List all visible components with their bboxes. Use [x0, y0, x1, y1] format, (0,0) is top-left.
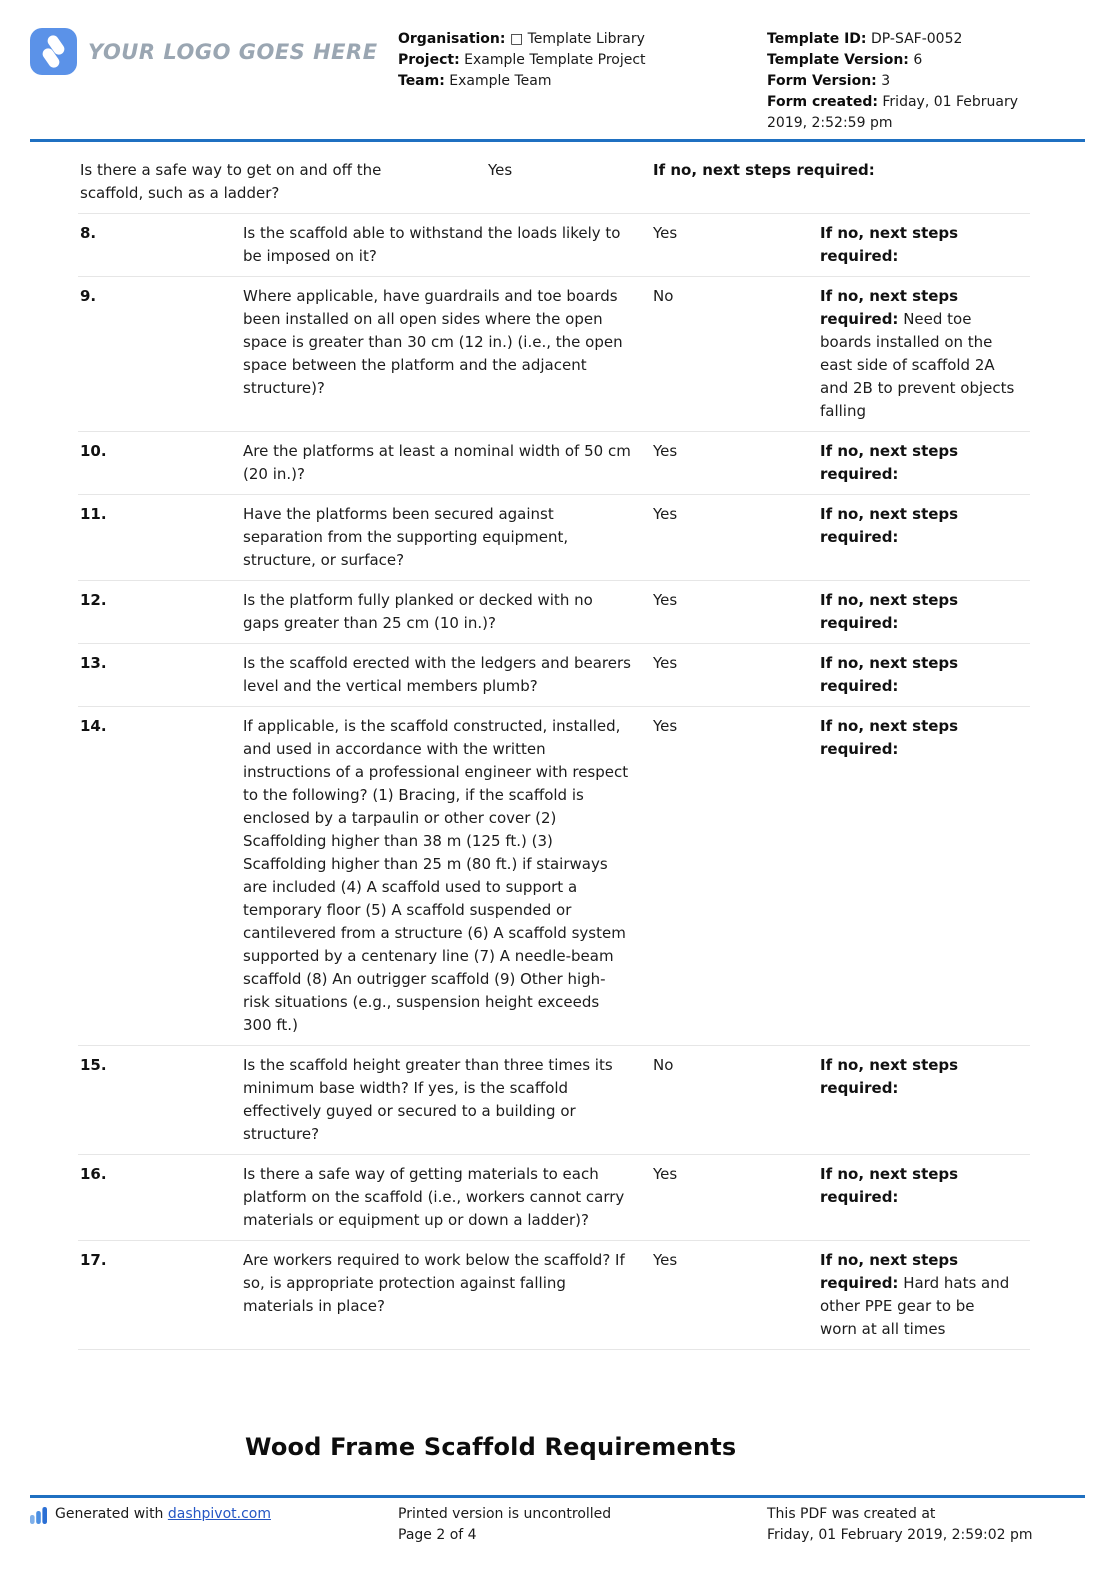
next-steps-label: If no, next steps required: [653, 161, 875, 179]
question-text: Is the platform fully planked or decked with no gaps greater than 25 cm (10 in.)? [243, 591, 593, 632]
next-steps-label: If no, next steps required: [820, 442, 959, 483]
template-version-line [767, 50, 1059, 71]
form-created-line [767, 92, 1059, 134]
template-version-label: Template Version: [767, 52, 909, 68]
template-version-value: 6 [913, 52, 923, 68]
next-steps-note: Hard hats and other PPE gear to be worn at all times [820, 1274, 1010, 1338]
form-version-line [767, 71, 1059, 92]
footer-generated [30, 1504, 271, 1525]
answer-value: Yes [488, 161, 513, 179]
row-number: 8. [80, 224, 97, 242]
footer-divider [30, 1495, 1085, 1498]
next-steps-cell [820, 715, 1030, 1037]
row-number: 12. [80, 591, 107, 609]
organisation-value: □ Template Library [509, 31, 645, 47]
template-id-line [767, 29, 1059, 50]
table-row [78, 214, 1030, 277]
answer-value: Yes [653, 442, 678, 460]
template-id-value: DP-SAF-0052 [870, 31, 963, 47]
organisation-label: Organisation: [398, 31, 506, 47]
checklist-table [78, 142, 1030, 1350]
answer-value: Yes [653, 1251, 678, 1269]
logo [30, 28, 378, 75]
row-number: 10. [80, 442, 107, 460]
next-steps-cell [653, 159, 1030, 205]
row-number: 9. [80, 287, 97, 305]
question-text: Is there a safe way to get on and off the scaffold, such as a ladder? [80, 161, 382, 202]
table-row [78, 1155, 1030, 1241]
printed-line2: Page 2 of 4 [398, 1527, 477, 1543]
next-steps-label: If no, next steps required: [820, 591, 959, 632]
next-steps-cell [820, 285, 1030, 423]
question-text: Where applicable, have guardrails and toe boards been installed on all open sides where the open space is greater than 30 cm (12 in.) (i.e., the open space between the platform and the adjacent structure)? [243, 287, 623, 397]
organisation-line [398, 29, 738, 50]
team-line [398, 71, 738, 92]
next-steps-note: Need toe boards installed on the east side of scaffold 2A and 2B to prevent objects falling [820, 310, 1015, 420]
table-row [78, 581, 1030, 644]
team-label: Team: [398, 73, 445, 89]
question-text: If applicable, is the scaffold constructed, installed, and used in accordance with the written instructions of a professional engineer with respect to the following? (1) Bracing, if the scaffold is enclosed by a tarpaulin or other cover (2) Scaffolding higher than 38 m (125 ft.) (3) Scaffolding higher than 25 m (80 ft.) if stairways are included (4) A scaffold used to support a temporary floor (5) A scaffold suspended or cantilevered from a structure (6) A scaffold system supported by a centenary line (7) A needle-beam scaffold (8) An outrigger scaffold (9) Other high-risk situations (e.g., suspension height exceeds 300 ft.) [243, 717, 629, 1034]
footer-printed [398, 1504, 611, 1546]
answer-value: Yes [653, 1165, 678, 1183]
next-steps-label: If no, next steps required: [820, 287, 959, 328]
question-text: Is the scaffold erected with the ledgers and bearers level and the vertical members plumb? [243, 654, 631, 695]
next-steps-label: If no, next steps required: [820, 224, 959, 265]
row-number: 16. [80, 1165, 107, 1183]
table-row [78, 277, 1030, 432]
template-id-label: Template ID: [767, 31, 867, 47]
team-value: Example Team [449, 73, 552, 89]
next-steps-label: If no, next steps required: [820, 505, 959, 546]
next-steps-label: If no, next steps required: [820, 654, 959, 695]
table-row [78, 432, 1030, 495]
header-org-block [398, 29, 738, 92]
generated-text [55, 1504, 271, 1525]
question-text: Is there a safe way of getting materials to each platform on the scaffold (i.e., workers cannot carry materials or equipment up or down a ladder)? [243, 1165, 625, 1229]
next-steps-cell [820, 589, 1030, 635]
created-line1: This PDF was created at [767, 1506, 936, 1522]
bar-chart-icon [30, 1507, 48, 1525]
next-steps-cell [820, 440, 1030, 486]
printed-line1: Printed version is uncontrolled [398, 1506, 612, 1522]
dashpivot-link[interactable]: dashpivot.com [167, 1506, 271, 1522]
answer-value: No [653, 287, 674, 305]
section-title: Wood Frame Scaffold Requirements [245, 1433, 737, 1461]
row-number: 11. [80, 505, 107, 523]
next-steps-cell [820, 1054, 1030, 1146]
next-steps-cell [820, 1249, 1030, 1341]
footer-created [767, 1504, 1033, 1546]
row-number: 14. [80, 717, 107, 735]
answer-value: Yes [653, 654, 678, 672]
table-row [78, 1046, 1030, 1155]
company-logo-icon [30, 28, 77, 75]
logo-s-glyph [30, 28, 77, 75]
next-steps-cell [820, 503, 1030, 572]
row-number: 17. [80, 1251, 107, 1269]
form-version-label: Form Version: [767, 73, 877, 89]
next-steps-cell [820, 652, 1030, 698]
question-text: Are the platforms at least a nominal width of 50 cm (20 in.)? [243, 442, 631, 483]
answer-value: Yes [653, 717, 678, 735]
project-value: Example Template Project [464, 52, 646, 68]
project-line [398, 50, 738, 71]
next-steps-label: If no, next steps required: [820, 1165, 959, 1206]
table-row [78, 495, 1030, 581]
generated-prefix: Generated with [55, 1506, 168, 1522]
project-label: Project: [398, 52, 460, 68]
question-text: Is the scaffold able to withstand the loads likely to be imposed on it? [243, 224, 621, 265]
form-version-value: 3 [881, 73, 891, 89]
next-steps-cell [820, 222, 1030, 268]
logo-placeholder-text: YOUR LOGO GOES HERE [88, 39, 378, 64]
table-row [78, 707, 1030, 1046]
table-row [78, 1241, 1030, 1350]
question-text: Have the platforms been secured against separation from the supporting equipment, structure, or surface? [243, 505, 569, 569]
next-steps-cell [820, 1163, 1030, 1232]
answer-value: Yes [653, 505, 678, 523]
table-row-continued [78, 142, 1030, 214]
next-steps-label: If no, next steps required: [820, 1056, 959, 1097]
form-created-value: Friday, 01 February 2019, 2:52:59 pm [767, 94, 1019, 131]
row-number: 13. [80, 654, 107, 672]
next-steps-label: If no, next steps required: [820, 1251, 959, 1292]
form-created-label: Form created: [767, 94, 878, 110]
row-number: 15. [80, 1056, 107, 1074]
question-text: Is the scaffold height greater than three times its minimum base width? If yes, is the scaffold effectively guyed or secured to a building or structure? [243, 1056, 613, 1143]
next-steps-label: If no, next steps required: [820, 717, 959, 758]
question-text: Are workers required to work below the scaffold? If so, is appropriate protection against falling materials in place? [243, 1251, 625, 1315]
header-template-block [767, 29, 1059, 134]
answer-value: No [653, 1056, 674, 1074]
answer-value: Yes [653, 224, 678, 242]
table-row [78, 644, 1030, 707]
created-line2: Friday, 01 February 2019, 2:59:02 pm [767, 1527, 1033, 1543]
answer-value: Yes [653, 591, 678, 609]
